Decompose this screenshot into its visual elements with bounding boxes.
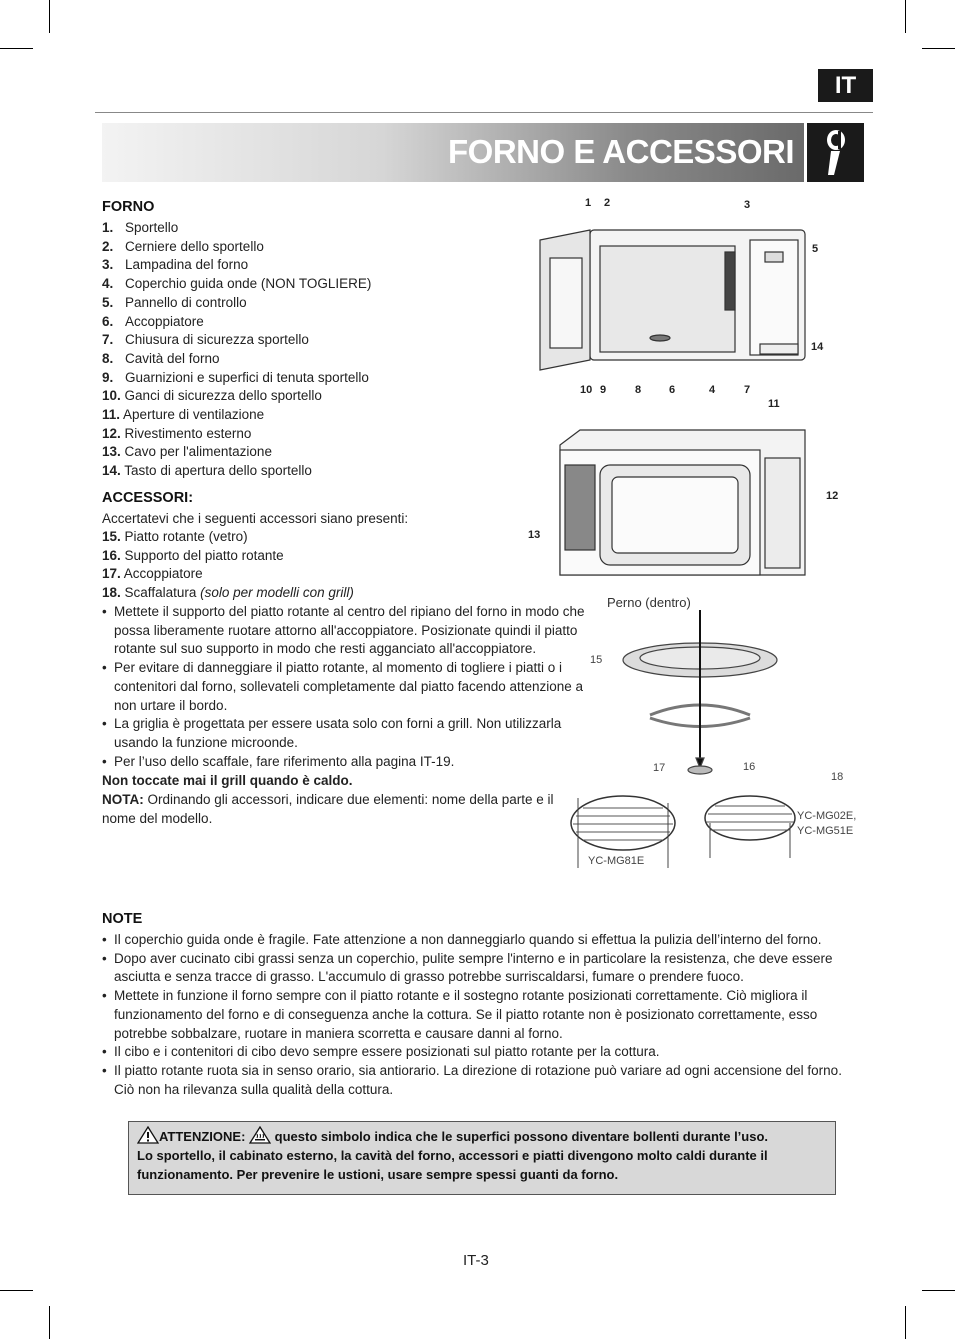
list-item: 13. Cavo per l'alimentazione [102,444,272,460]
page-number: IT-3 [463,1252,489,1269]
list-item: 10. Ganci di sicurezza dello sportello [102,388,322,404]
header-rule [95,112,873,113]
language-tab: IT [818,69,873,102]
info-icon [807,123,864,182]
crop-mark [922,48,955,49]
callout-11: 11 [768,398,780,410]
list-item: 15. Piatto rotante (vetro) [102,529,248,544]
list-item: 8. Cavità del forno [102,350,220,366]
model-left-label: YC-MG81E [588,855,645,867]
list-item: 2. Cerniere dello sportello [102,238,264,254]
list-item: • Il cibo e i contenitori di cibo devo sempre essere posizionati sul piatto rotante per la cottura. [102,1043,852,1062]
oven-diagram [520,190,840,780]
list-item: 12. Rivestimento esterno [102,425,252,441]
callout-4: 4 [709,384,716,396]
attention-line2: Lo sportello, il cabinato esterno, la cavità del forno, accessori e piatti divengono molto caldi durante il funzionamento. Per prevenire le ustioni, usare sempre spessi guanti da forno. [137,1148,768,1182]
accessori-intro: Accertatevi che i seguenti accessori siano presenti: [102,511,409,526]
crop-mark [49,0,50,33]
list-item: • Il piatto rotante ruota sia in senso orario, sia antiorario. La direzione di rotazione può variare ad ogni accensione del forno. Ciò non ha rilevanza sulla qualità della cottura. [102,1062,852,1099]
callout-18: 18 [831,771,844,783]
list-item: 4. Coperchio guida onde (NON TOGLIERE) [102,276,372,292]
list-item: • Mettete il supporto del piatto rotante al centro del ripiano del forno in modo che possa liberamente ruotare attorno all'accoppiatore. Posizionate quindi il piatto rotante sul suo supporto in modo che resti agganciato all'accoppiatore. [102,603,586,659]
list-item: 1. Sportello [102,220,179,235]
list-item: • La griglia è progettata per essere usata solo con forni a grill. Non utilizzarla usando la funzione microonde. [102,715,586,752]
note-bullets [102,931,852,1099]
callout-16: 16 [743,761,756,773]
list-item: • Il coperchio guida onde è fragile. Fate attenzione a non danneggiarlo quando si effettua la pulizia dell’interno del forno. [102,931,852,950]
list-item: 6. Accoppiatore [102,313,204,329]
attention-label: ATTENZIONE: [159,1129,246,1144]
callout-8: 8 [635,384,642,396]
callout-1: 1 [585,197,592,209]
callout-15: 15 [590,654,603,666]
list-item: • Dopo aver cucinato cibi grassi senza un coperchio, pulite sempre l'interno e in particolare la resistenza, che deve essere asciutta e senza tracce di grasso. L'accumulo di grasso potrebbe surriscaldarsi, fumare o prendere fuoco. [102,950,852,987]
accessori-list [102,528,354,603]
title-banner [102,123,804,182]
list-item: 3. Lampadina del forno [102,257,249,273]
crop-mark [49,1306,50,1339]
callout-12: 12 [826,490,839,502]
crop-mark [905,1306,906,1339]
rack-high-image [700,788,800,868]
attention-box [128,1121,836,1195]
list-item: • Per l’uso dello scaffale, fare riferimento alla pagina IT-19. [102,753,586,772]
callout-3: 3 [744,199,751,211]
note-heading: NOTE [102,911,143,927]
accessori-bullets [102,603,586,771]
crop-mark [0,48,33,49]
callout-17: 17 [653,762,666,774]
warning-icon [137,1129,159,1144]
list-item: 9. Guarnizioni e superfici di tenuta sportello [102,369,369,385]
accessori-heading: ACCESSORI: [102,490,194,506]
grill-warning: Non toccate mai il grill quando è caldo. [102,773,353,788]
nota-text: NOTA: Ordinando gli accessori, indicare due elementi: nome della parte e il nome del modello. [102,792,554,826]
list-item: 7. Chiusura di sicurezza sportello [102,332,309,348]
callout-7: 7 [744,384,751,396]
list-item: • Mettete in funzione il forno sempre con il piatto rotante e il sostegno rotante posizionati correttamente. Ciò migliora il funzionamento del forno e di conseguenza anche la cottura. Se il piatto rotante non è posizionato correttamente, esso potrebbe sobbalzare, ruotare in maniera scorretta e causare danni al forno. [102,987,852,1043]
list-item: 17. Accoppiatore [102,566,203,582]
forno-list [102,219,371,481]
model-right-label-2: YC-MG51E [797,825,854,837]
callout-9: 9 [600,384,607,396]
list-item: • Per evitare di danneggiare il piatto rotante, al momento di togliere i piatti o i contenitori dal forno, sollevateli completamente dal piatto facendo attenzione a non urtare il bordo. [102,659,586,715]
list-item: 18. Scaffalatura (solo per modelli con grill) [102,585,354,601]
hot-surface-icon [249,1129,271,1144]
model-right-label-1: YC-MG02E, [797,810,857,822]
callout-14: 14 [811,341,824,353]
callout-6: 6 [669,384,676,396]
callout-13: 13 [528,529,541,541]
callout-10: 10 [580,384,593,396]
callout-2: 2 [604,197,611,209]
attention-line1: questo simbolo indica che le superfici possono diventare bollenti durante l’uso. [271,1129,769,1144]
list-item: 14. Tasto di apertura dello sportello [102,463,312,479]
crop-mark [922,1290,955,1291]
crop-mark [0,1290,33,1291]
forno-heading: FORNO [102,199,155,215]
perno-label: Perno (dentro) [607,595,691,610]
crop-mark [905,0,906,33]
list-item: 16. Supporto del piatto rotante [102,547,284,563]
callout-5: 5 [812,243,819,255]
list-item: 11. Aperture di ventilazione [102,407,265,423]
list-item: 5. Pannello di controllo [102,294,247,310]
page-title: FORNO E ACCESSORI [448,133,794,170]
